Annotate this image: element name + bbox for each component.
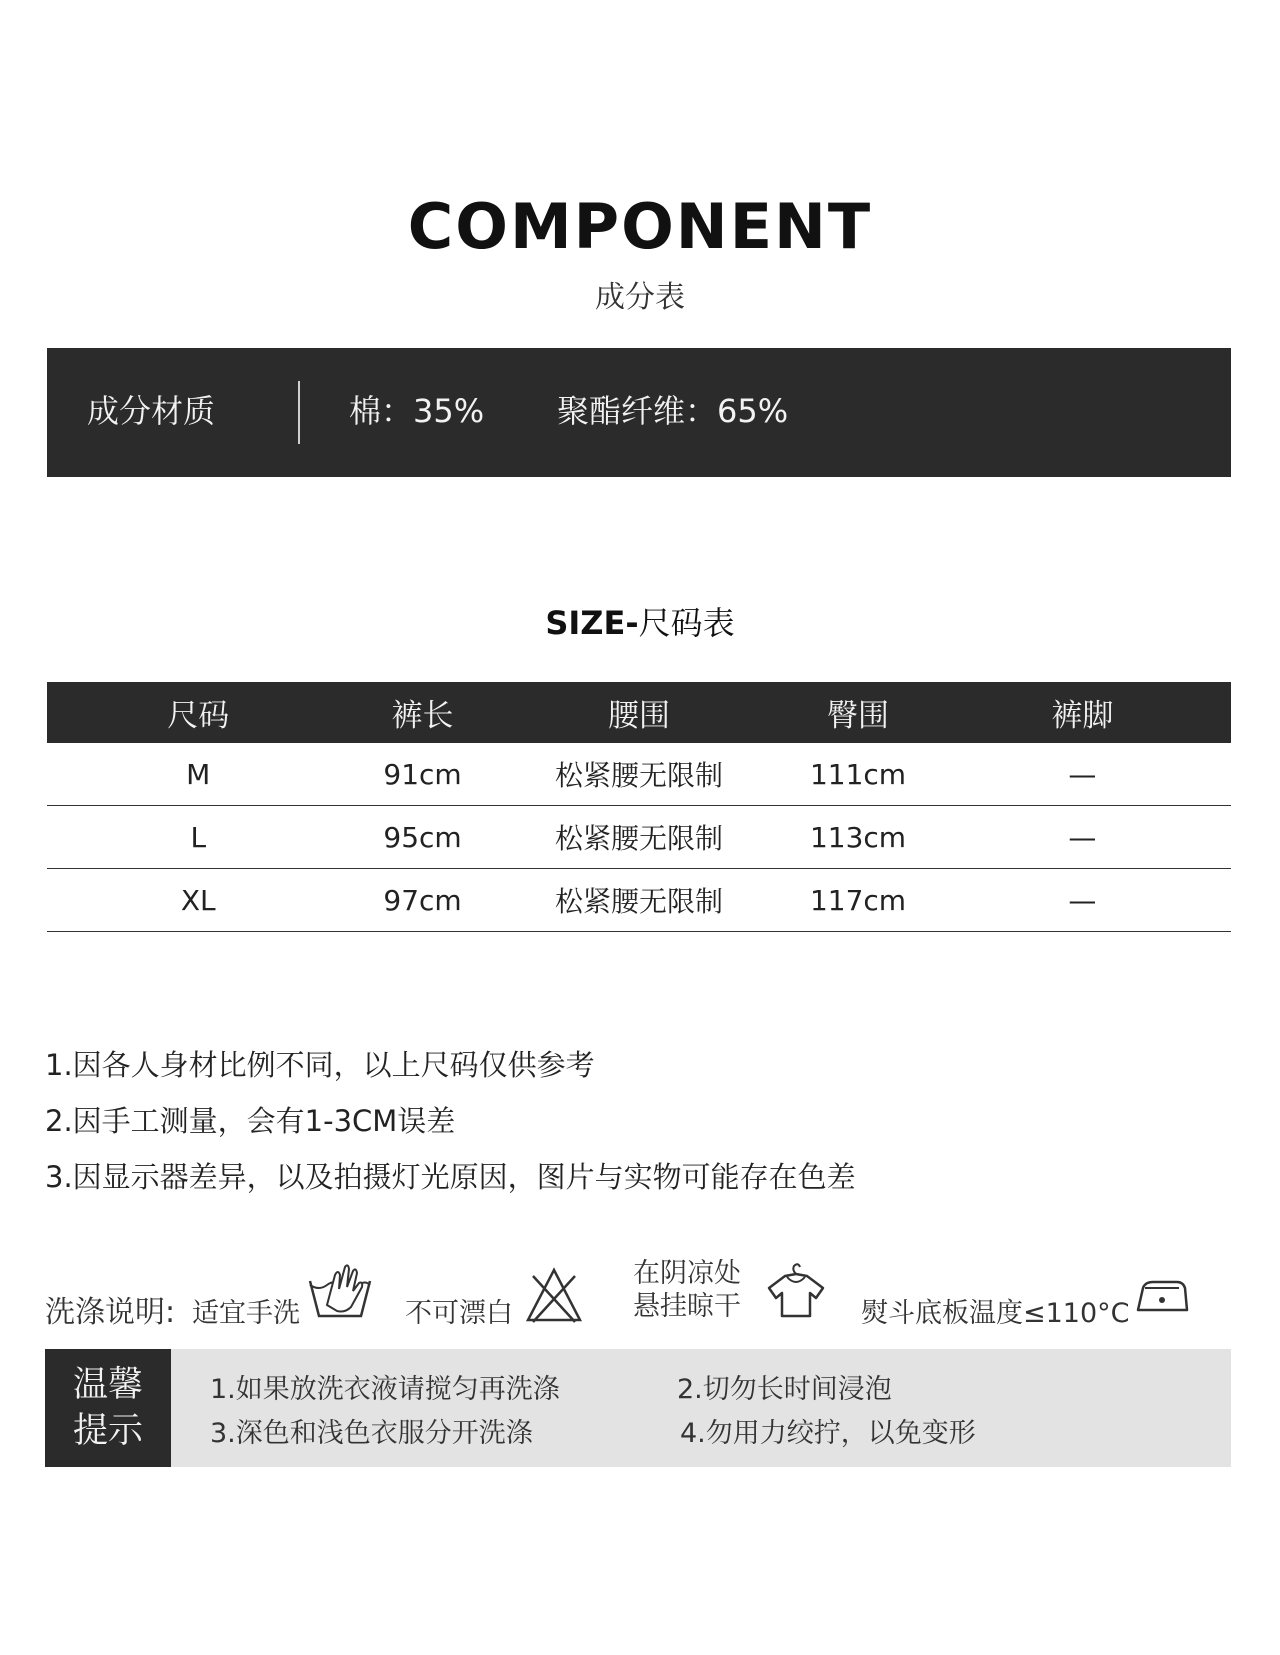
hang-dry-icon: [765, 1258, 827, 1320]
cell-leg-opening: —: [934, 743, 1231, 806]
iron-icon: [1135, 1276, 1189, 1316]
note-item: 3.因显示器差异，以及拍摄灯光原因，图片与实物可能存在色差: [45, 1160, 856, 1194]
header-leg-opening: 裤脚: [934, 682, 1231, 743]
size-title-rest: 尺码表: [638, 604, 735, 642]
size-title: [0, 598, 1280, 644]
cell-hip: 117cm: [782, 869, 933, 932]
header-size: 尺码: [47, 682, 350, 743]
cell-leg-opening: —: [934, 869, 1231, 932]
tips-heading: [45, 1349, 171, 1467]
size-notes: [45, 1043, 856, 1211]
wash-iron-text: 熨斗底板温度≤110°C: [861, 1298, 1130, 1329]
note-item: 2.因手工测量，会有1-3CM误差: [45, 1104, 456, 1138]
size-title-bold: SIZE-: [545, 604, 639, 642]
cell-size: M: [47, 743, 350, 806]
tip-item: 4.勿用力绞拧，以免变形: [680, 1418, 976, 1449]
tip-item: 2.切勿长时间浸泡: [677, 1374, 892, 1405]
no-bleach-icon: [525, 1266, 583, 1324]
header-waist: 腰围: [496, 682, 783, 743]
table-row: [47, 869, 1231, 932]
cell-waist: 松紧腰无限制: [496, 806, 783, 869]
wash-no-bleach-text: 不可漂白: [405, 1298, 513, 1329]
cell-length: 91cm: [350, 743, 496, 806]
hand-wash-icon: [307, 1261, 373, 1323]
cell-waist: 松紧腰无限制: [496, 743, 783, 806]
composition-polyester: 聚酯纤维：65%: [557, 392, 789, 430]
composition-bar: [47, 348, 1231, 477]
wash-dry-text-line1: 在阴凉处: [633, 1258, 741, 1289]
cell-size: L: [47, 806, 350, 869]
tips-heading-line1: 温馨: [72, 1365, 143, 1405]
cell-waist: 松紧腰无限制: [496, 869, 783, 932]
header-length: 裤长: [350, 682, 496, 743]
cell-hip: 113cm: [782, 806, 933, 869]
cell-size: XL: [47, 869, 350, 932]
tips-heading-line2: 提示: [72, 1411, 143, 1451]
tip-item: 1.如果放洗衣液请搅匀再洗涤: [210, 1374, 560, 1405]
table-row: [47, 806, 1231, 869]
size-table: [47, 682, 1231, 932]
table-row: [47, 743, 1231, 806]
component-subtitle: 成分表: [595, 280, 685, 315]
composition-divider: [298, 381, 300, 444]
cell-length: 97cm: [350, 869, 496, 932]
component-title: COMPONENT: [407, 190, 873, 263]
size-table-header: [47, 682, 1231, 743]
wash-label: 洗涤说明:: [45, 1295, 176, 1330]
header-hip: 臀围: [782, 682, 933, 743]
cell-length: 95cm: [350, 806, 496, 869]
cell-leg-opening: —: [934, 806, 1231, 869]
wash-instructions: [45, 1258, 1235, 1338]
composition-cotton: 棉：35%: [349, 392, 485, 430]
tip-item: 3.深色和浅色衣服分开洗涤: [210, 1418, 533, 1449]
note-item: 1.因各人身材比例不同，以上尺码仅供参考: [45, 1048, 595, 1082]
wash-dry-text-line2: 悬挂晾干: [633, 1291, 741, 1322]
cell-hip: 111cm: [782, 743, 933, 806]
tips-box: [45, 1349, 1231, 1467]
composition-label: 成分材质: [87, 392, 216, 430]
wash-hand-wash-text: 适宜手洗: [192, 1298, 300, 1329]
